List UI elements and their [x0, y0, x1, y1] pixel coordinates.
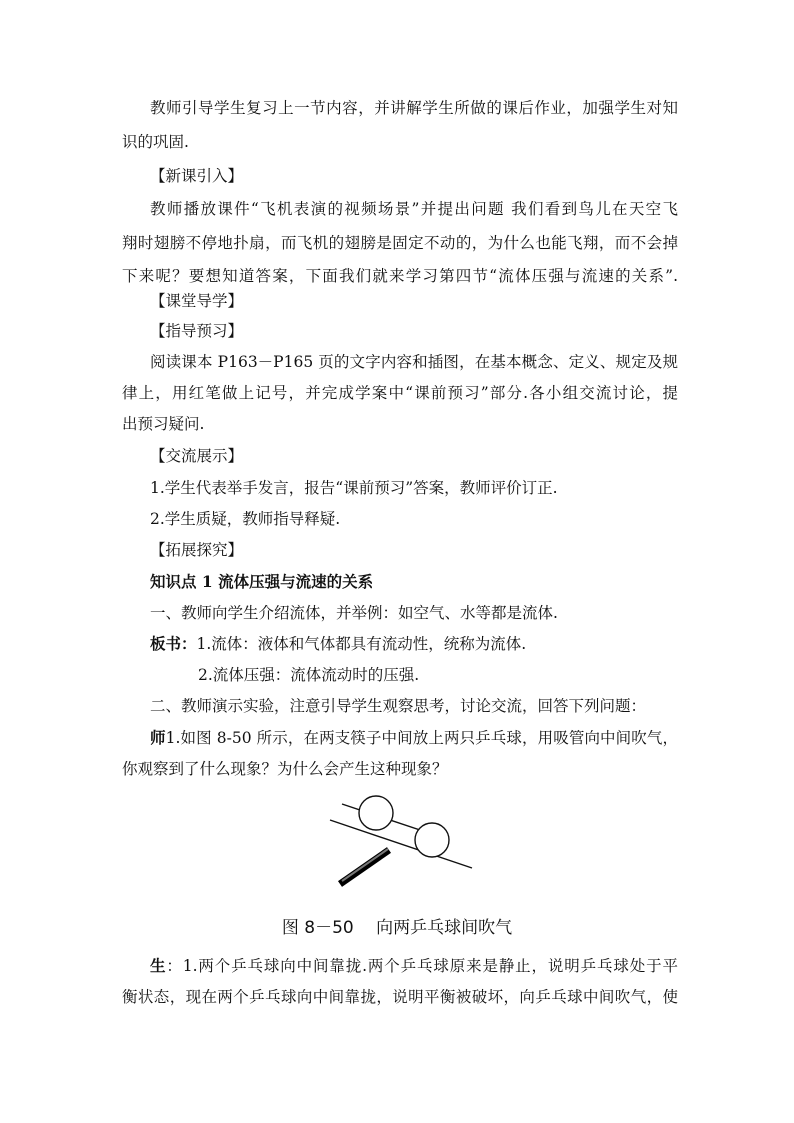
list-item: 1.学生代表举手发言，报告“课前预习”答案，教师评价订正.	[150, 479, 558, 497]
straw-highlight	[342, 849, 388, 881]
straw	[340, 850, 389, 884]
teacher-label: 师	[150, 728, 166, 747]
paragraph-line: 二、教师演示实验，注意引导学生观察思考，讨论交流，回答下列问题：	[150, 697, 647, 715]
paragraph-line: 律上，用红笔做上记号，并完成学案中“课前预习”部分.各小组交流讨论，提	[122, 384, 678, 402]
section-heading: 【指导预习】	[150, 322, 244, 340]
knowledge-point-heading: 知识点 1 流体压强与流速的关系	[150, 572, 374, 591]
student-answer: ：1.两个乒乓球向中间靠拢.两个乒乓球原来是静止，说明乒乓球处于平	[166, 957, 678, 975]
section-heading: 【交流展示】	[150, 447, 244, 465]
paragraph-line: 教师播放课件“飞机表演的视频场景”并提出问题 我们看到鸟儿在天空飞	[150, 200, 678, 218]
paragraph-line: 翔时翅膀不停地扑扇，而飞机的翅膀是固定不动的，为什么也能飞翔，而不会掉	[122, 234, 678, 252]
chopstick-lower	[330, 820, 472, 868]
teacher-question: 1.如图 8-50 所示，在两支筷子中间放上两只乒乓球，用吸管向中间吹气，	[165, 729, 678, 747]
paragraph-line: 你观察到了什么现象？为什么会产生这种现象？	[122, 760, 448, 778]
paragraph-line: 阅读课本 P163－P165 页的文字内容和插图，在基本概念、定义、规定及规	[150, 353, 678, 371]
ping-pong-ball-left	[359, 796, 393, 830]
paragraph-line: 一、教师向学生介绍流体，并举例：如空气、水等都是流体.	[150, 604, 558, 622]
blackboard-label: 板书：	[150, 634, 197, 653]
section-heading: 【拓展探究】	[150, 541, 244, 559]
section-heading: 【课堂导学】	[150, 292, 244, 310]
paragraph-line	[150, 956, 678, 976]
ping-pong-figure	[326, 790, 476, 890]
paragraph-line: 出预习疑问.	[122, 415, 205, 433]
blackboard-line: 2.流体压强：流体流动时的压强.	[198, 666, 420, 684]
paragraph-line: 识的巩固.	[122, 133, 189, 151]
list-item: 2.学生质疑，教师指导释疑.	[150, 510, 341, 528]
blackboard-line	[150, 634, 678, 654]
paragraph-line: 下来呢？要想知道答案，下面我们就来学习第四节“流体压强与流速的关系”.	[122, 267, 678, 285]
paragraph-line: 衡状态，现在两个乒乓球向中间靠拢，说明平衡被破坏，向乒乓球中间吹气，使	[122, 988, 678, 1006]
blackboard-text: 1.流体：液体和气体都具有流动性，统称为流体.	[196, 635, 527, 653]
paragraph-line: 教师引导学生复习上一节内容，并讲解学生所做的课后作业，加强学生对知	[150, 99, 678, 117]
figure-caption: 图 8－50 向两乒乓球间吹气	[281, 918, 513, 938]
paragraph-line	[150, 728, 678, 748]
ping-pong-ball-right	[415, 823, 449, 857]
section-heading: 【新课引入】	[150, 167, 244, 185]
student-label: 生	[150, 956, 167, 975]
